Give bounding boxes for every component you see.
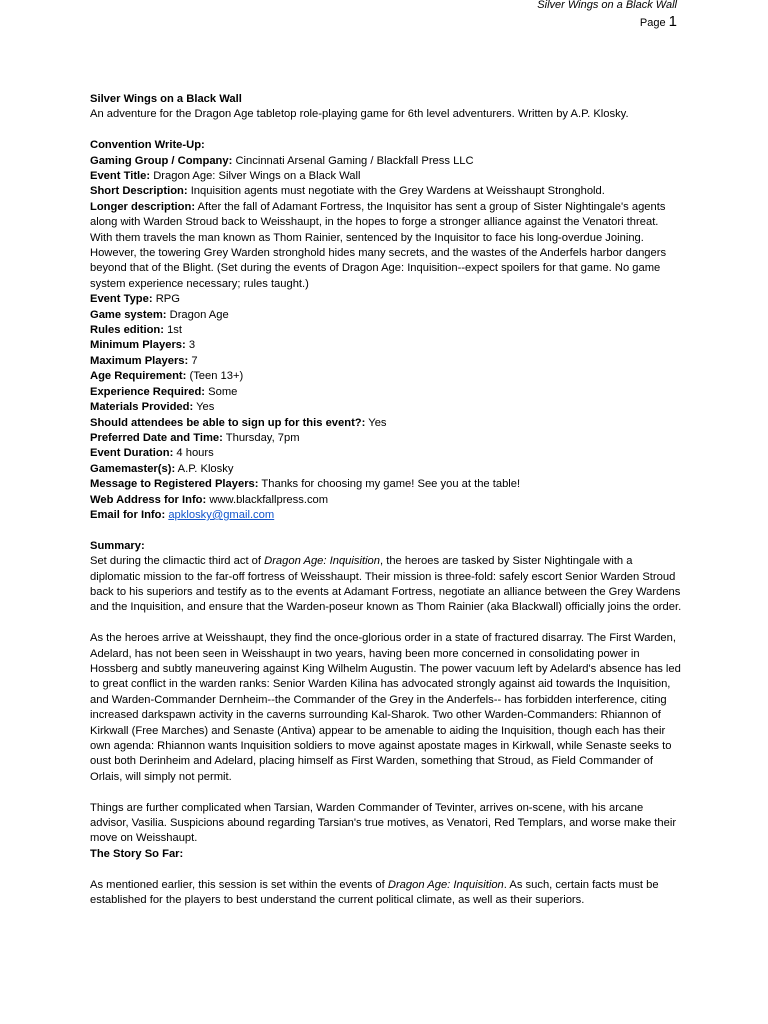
field-row: Web Address for Info: www.blackfallpress.com [90, 493, 329, 506]
field-row: Preferred Date and Time: Thursday, 7pm [90, 431, 300, 444]
field-row: Event Title: Dragon Age: Silver Wings on a Black Wall [90, 170, 361, 183]
field-row: Longer description: After the fall of Adamant Fortress, the Inquisitor has sent a group of Sister Nightingale's agents along with Warden Stroud back to Weisshaupt, in the hopes to forge a stronger alliance against the Venatori threat. With them travels the man known as Thom Rainier, sentenced by the Inquisitor to face his long-overdue Joining. However, the towering Grey Warden stronghold hides many secrets, and the wastes of the Anderfels harbor dangers beyond that of the Blight. (Set during the events of Dragon Age: Inquisition--expect spoilers for that game. No game system experience necessary; rules taught.) [90, 200, 667, 290]
field-row: Message to Registered Players: Thanks for choosing my game! See you at the table! [90, 478, 521, 491]
intro-text: An adventure for the Dragon Age tabletop role-playing game for 6th level adventurers. Written by A.P. Klosky. [90, 108, 629, 121]
field-row: Rules edition: 1st [90, 324, 183, 337]
document-body [90, 92, 682, 908]
field-row: Gaming Group / Company: Cincinnati Arsenal Gaming / Blackfall Press LLC [90, 154, 474, 167]
summary-paragraph-2: As the heroes arrive at Weisshaupt, they find the once-glorious order in a state of fractured disarray. The First Warden, Adelard, has not been seen in Weisshaupt in two years, having been more concerned in consolidating power in Hossberg and subtly maneuvering against King Wilhelm Augustin. The power vacuum left by Adelard's absence has led to great conflict in the warden ranks: Senior Warden Kilina has advocated strongly against aid towards the Inquisition, and Warden-Commander Dernheim--the Commander of the Grey in the Anderfels-- has forbidden interference, citing increased darkspawn activity in the caverns surrounding Kal-Sharok. Two other Warden-Commanders: Rhiannon of Kirkwall (Free Marches) and Senaste (Antiva) appear to be amenable to aiding the Inquisition, though each has their own agenda: Rhiannon wants Inquisition soldiers to move against apostate mages in Kirkwall, while Senaste seeks to oust both Derinheim and Adelard, placing himself as First Warden, something that Stroud, as Field Commander of Orlais, will simply not permit. [90, 632, 681, 783]
field-row: Maximum Players: 7 [90, 354, 198, 367]
story-heading: The Story So Far: [90, 847, 184, 860]
summary-paragraph-3: Things are further complicated when Tarsian, Warden Commander of Tevinter, arrives on-scene, with his arcane advisor, Vasilia. Suspicions abound regarding Tarsian's true motives, as Venatori, Red Templars, and worse make their move on Weisshaupt. [90, 801, 677, 845]
writeup-heading: Convention Write-Up: [90, 139, 205, 152]
running-header-title: Silver Wings on a Black Wall [537, 0, 677, 11]
email-link[interactable]: apklosky@gmail.com [168, 508, 275, 521]
field-row: Should attendees be able to sign up for this event?: Yes [90, 416, 387, 429]
field-row: Short Description: Inquisition agents must negotiate with the Grey Wardens at Weisshaupt Stronghold. [90, 185, 605, 198]
running-header-page [640, 13, 677, 30]
email-row: Email for Info: apklosky@gmail.com [90, 508, 275, 521]
field-row: Experience Required: Some [90, 385, 238, 398]
story-paragraph-1: As mentioned earlier, this session is set within the events of Dragon Age: Inquisition. As such, certain facts must be established for the players to best understand the current political climate, as well as their superiors. [90, 878, 659, 907]
field-row: Event Duration: 4 hours [90, 447, 214, 460]
page-number: 1 [668, 13, 677, 30]
field-row: Game system: Dragon Age [90, 308, 229, 321]
field-row: Gamemaster(s): A.P. Klosky [90, 462, 234, 475]
field-row: Age Requirement: (Teen 13+) [90, 370, 244, 383]
page-label: Page [639, 17, 666, 29]
document-title: Silver Wings on a Black Wall [90, 93, 242, 105]
field-row: Minimum Players: 3 [90, 339, 196, 352]
field-row: Event Type: RPG [90, 293, 180, 306]
summary-heading: Summary: [90, 539, 145, 552]
summary-paragraph-1: Set during the climactic third act of Dragon Age: Inquisition, the heroes are tasked by Sister Nightingale with a diplomatic mission to the far-off fortress of Weisshaupt. Their mission is three-fold: safely escort Senior Warden Stroud back to his superiors and testify as to the events at Adamant Fortress, negotiate an alliance between the Grey Wardens and the Inquisition, and ensure that the Warden-poseur known as Thom Rainier (aka Blackwall) officially joins the order. [90, 555, 682, 614]
field-row: Materials Provided: Yes [90, 401, 215, 414]
